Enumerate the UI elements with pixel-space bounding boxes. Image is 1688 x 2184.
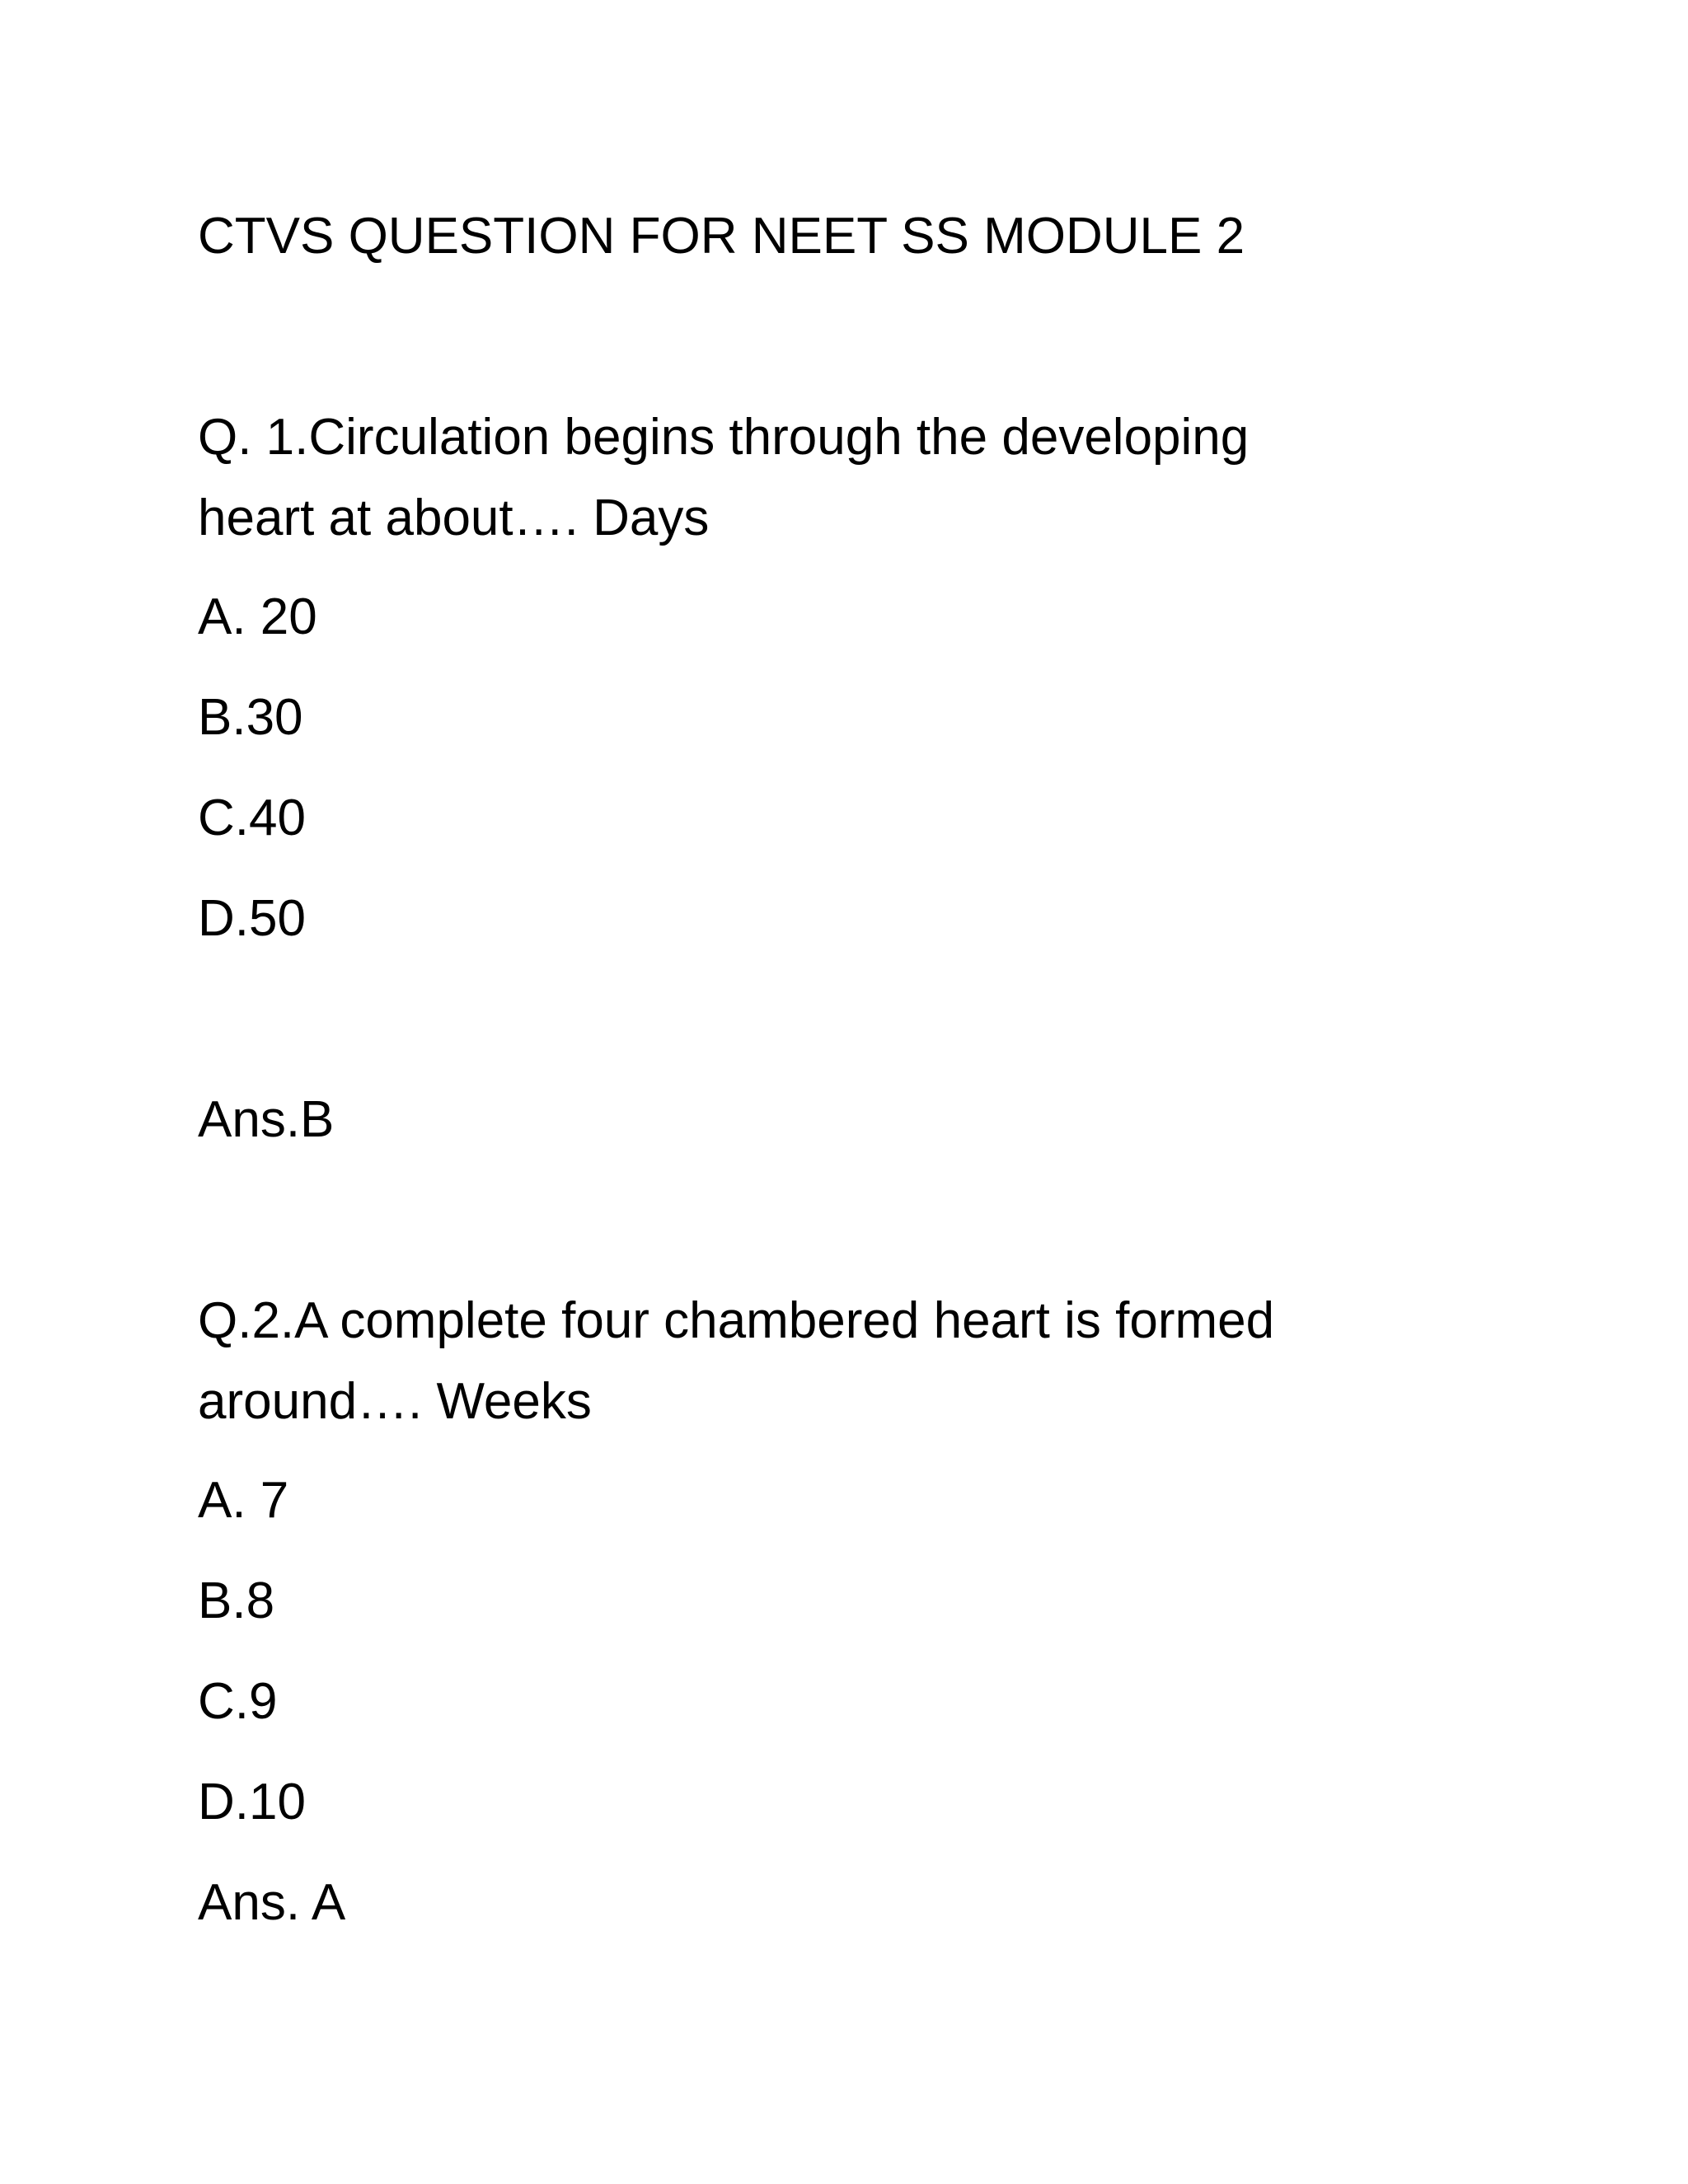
document-title: CTVS QUESTION FOR NEET SS MODULE 2 <box>198 208 1245 265</box>
question-2-option-b: B.8 <box>198 1572 275 1629</box>
question-2-answer: Ans. A <box>198 1874 346 1931</box>
question-2-text-line-1: Q.2.A complete four chambered heart is formed <box>198 1292 1275 1349</box>
question-2-option-a: A. 7 <box>198 1472 289 1529</box>
question-1-option-a: A. 20 <box>198 588 317 645</box>
question-2-text-line-2: around…. Weeks <box>198 1373 592 1430</box>
question-1-option-d: D.50 <box>198 890 306 947</box>
question-1-text-line-2: heart at about…. Days <box>198 490 710 546</box>
question-1-option-c: C.40 <box>198 790 306 846</box>
question-2-option-d: D.10 <box>198 1774 306 1830</box>
question-2-option-c: C.9 <box>198 1673 278 1730</box>
question-1-text-line-1: Q. 1.Circulation begins through the developing <box>198 409 1250 466</box>
question-1-option-b: B.30 <box>198 689 303 746</box>
question-1-answer: Ans.B <box>198 1091 335 1148</box>
